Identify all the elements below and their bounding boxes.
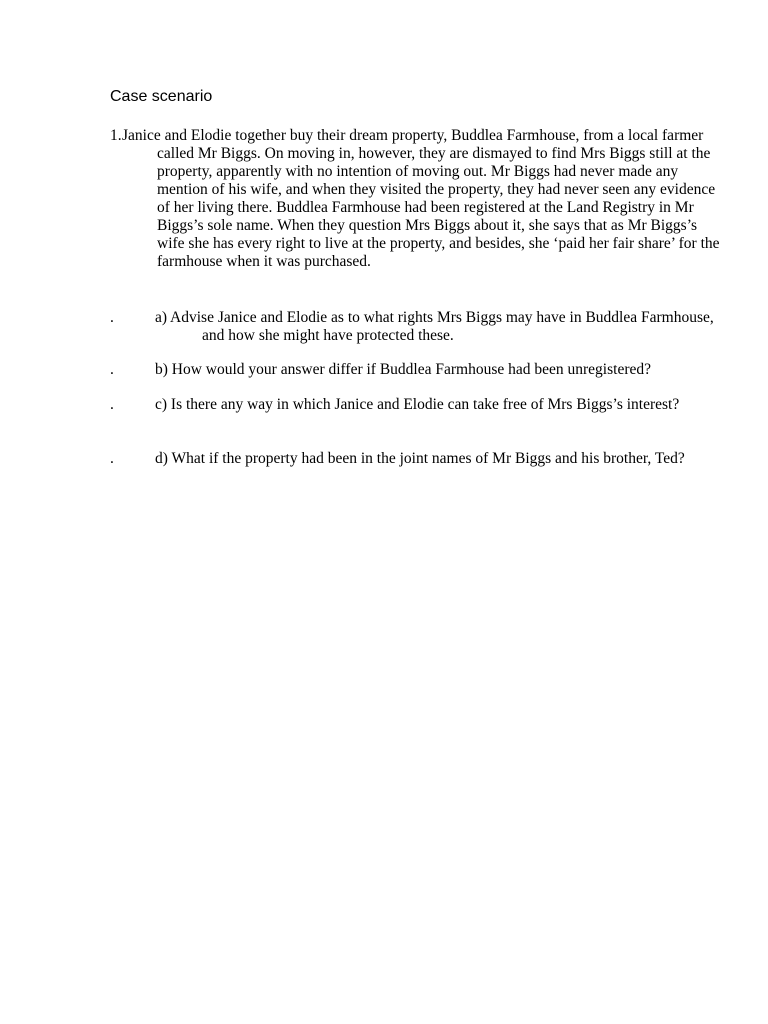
subquestion-c [110,396,730,414]
subquestion-bullet: . [110,450,114,467]
subquestion-d [110,450,730,468]
subquestion-text: b) How would your answer differ if Buddlea Farmhouse had been unregistered? [155,361,651,378]
subquestion-bullet: . [110,396,114,413]
subquestion-text: d) What if the property had been in the joint names of Mr Biggs and his brother, Ted? [155,450,685,467]
subquestion-bullet: . [110,309,114,326]
page-title: Case scenario [110,88,213,105]
subquestion-text: c) Is there any way in which Janice and Elodie can take free of Mrs Biggs’s interest? [155,396,680,413]
question-paragraph [110,127,720,271]
subquestion-b [110,361,730,379]
question-number: 1. [110,127,122,144]
subquestion-bullet: . [110,361,114,378]
question-text: Janice and Elodie together buy their dream property, Buddlea Farmhouse, from a local farmer called Mr Biggs. On moving in, however, they are dismayed to find Mrs Biggs still at the property, apparently with no intention of moving out. Mr Biggs had never made any mention of his wife, and when they visited the property, they had never seen any evidence of her living there. Buddlea Farmhouse had been registered at the Land Registry in Mr Biggs’s sole name. When they question Mrs Biggs about it, she says that as Mr Biggs’s wife she has every right to live at the property, and besides, she ‘paid her fair share’ for the farmhouse when it was purchased. [122,127,720,270]
subquestion-text: a) Advise Janice and Elodie as to what rights Mrs Biggs may have in Buddlea Farmhouse, and how she might have protected these. [155,309,714,344]
subquestion-a [110,309,730,345]
